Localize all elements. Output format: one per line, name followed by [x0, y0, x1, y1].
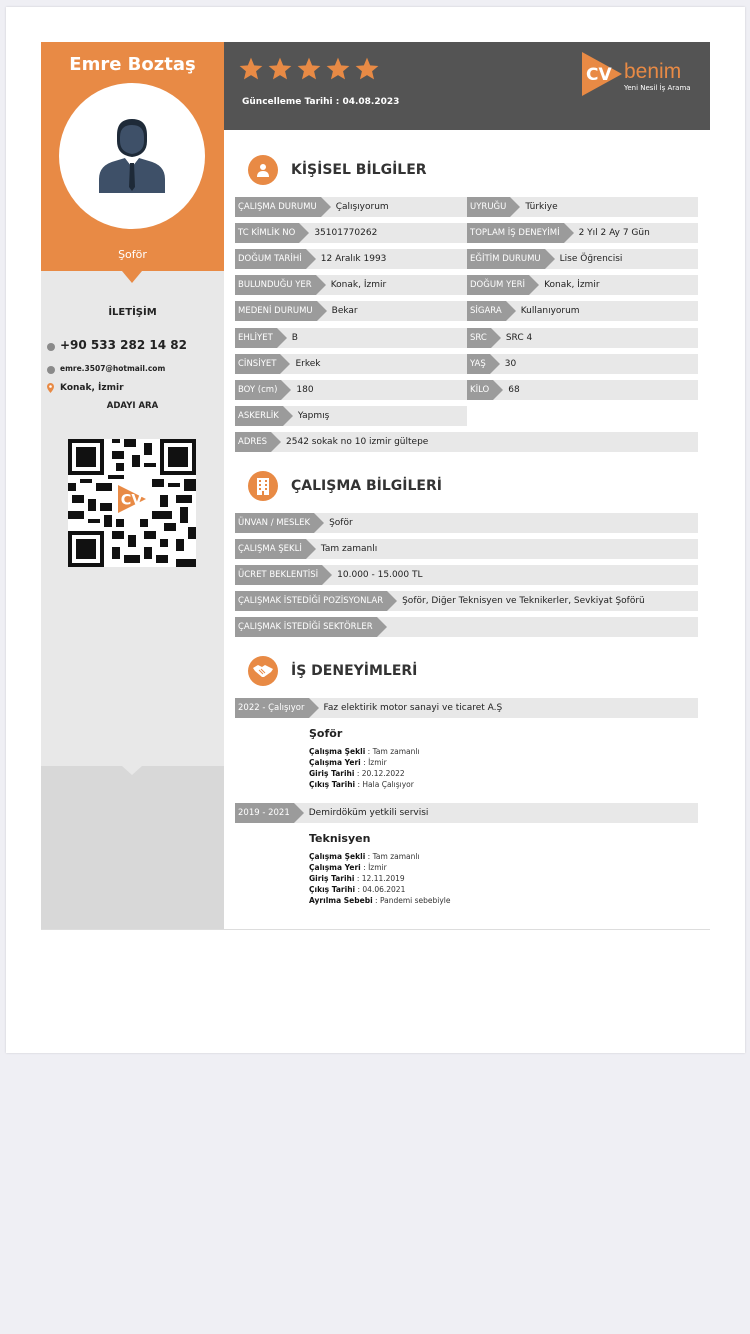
field-value: 68: [508, 384, 520, 395]
location: [47, 383, 124, 393]
email-address: emre.3507@hotmail.com: [60, 363, 166, 373]
job-detail-value: Hala Çalışıyor: [362, 780, 414, 789]
personal-field: [235, 275, 467, 295]
field-label: CİNSİYET: [235, 354, 280, 374]
field-label: ÜNVAN / MESLEK: [235, 513, 314, 533]
avatar: [59, 83, 205, 229]
job-detail: Ayrılma Sebebi : Pandemi sebebiyle: [309, 896, 451, 905]
job-detail-key: Çalışma Yeri: [309, 758, 361, 767]
personal-field: [235, 354, 467, 374]
field-value: Faz elektirik motor sanayi ve ticaret A.Ş: [323, 703, 503, 713]
field-label: KİLO: [467, 380, 493, 400]
rating-stars: [238, 56, 383, 82]
field-label: ÜCRET BEKLENTİSİ: [235, 565, 322, 585]
field-label: SİGARA: [467, 301, 506, 321]
personal-field: [235, 301, 467, 321]
field-value: B: [291, 332, 298, 343]
call-candidate-button[interactable]: ADAYI ARA: [106, 401, 159, 411]
job-detail: Çıkış Tarihi : Hala Çalışıyor: [309, 780, 414, 789]
field-value: 12 Aralık 1993: [320, 254, 387, 265]
work-field: [235, 565, 698, 585]
experience-title: İŞ DENEYİMLERİ: [291, 663, 418, 679]
field-value: Bekar: [331, 306, 358, 317]
field-value: Lise Öğrencisi: [559, 254, 623, 265]
field-value: Çalışıyorum: [335, 202, 389, 212]
personal-field: [235, 406, 467, 426]
field-label: 2019 - 2021: [235, 803, 294, 823]
contact-heading: İLETİŞİM: [108, 307, 157, 318]
work-info-title: ÇALIŞMA BİLGİLERİ: [291, 478, 442, 494]
star-icon: [325, 56, 351, 82]
personal-field: [467, 328, 698, 348]
job-detail-key: Çalışma Şekli: [309, 852, 366, 861]
job-detail-value: Tam zamanlı: [372, 852, 420, 861]
field-value: Türkiye: [525, 202, 558, 212]
candidate-name: Emre Boztaş: [69, 54, 196, 75]
mail-icon: [47, 366, 55, 374]
job-detail-value: Pandemi sebebiyle: [379, 896, 451, 905]
job-detail-value: İzmir: [368, 863, 387, 872]
update-date: Güncelleme Tarihi : 04.08.2023: [242, 97, 400, 107]
job-row: [235, 698, 698, 718]
job-detail: Giriş Tarihi : 20.12.2022: [309, 769, 405, 778]
job-detail: Çalışma Yeri : İzmir: [309, 863, 387, 872]
field-label: DOĞUM TARİHİ: [235, 249, 306, 269]
email-link[interactable]: [47, 362, 165, 374]
job-detail-value: İzmir: [368, 758, 387, 767]
job-detail: Çalışma Şekli : Tam zamanlı: [309, 747, 420, 756]
logo-mark-icon: [580, 52, 624, 96]
field-label: EHLİYET: [235, 328, 277, 348]
work-field: [235, 591, 698, 611]
field-value: Şoför: [329, 518, 353, 528]
location-pin-icon: [47, 383, 54, 393]
field-label: ÇALIŞMAK İSTEDİĞİ POZİSYONLAR: [235, 591, 387, 611]
field-label: BOY (cm): [235, 380, 281, 400]
user-card-icon: [248, 155, 278, 185]
field-label: BULUNDUĞU YER: [235, 275, 316, 295]
experience-heading: [248, 656, 417, 686]
personal-field: [467, 380, 698, 400]
job-detail-value: 04.06.2021: [362, 885, 406, 894]
job-detail: Çalışma Yeri : İzmir: [309, 758, 387, 767]
field-value: 2 Yıl 2 Ay 7 Gün: [578, 228, 650, 239]
field-value: Yapmış: [297, 410, 330, 421]
job-detail-key: Çıkış Tarihi: [309, 780, 356, 789]
field-value: 35101770262: [314, 228, 378, 239]
personal-field: [467, 301, 698, 321]
star-icon: [238, 56, 264, 82]
cv-main: [224, 130, 710, 930]
field-label: MEDENİ DURUMU: [235, 301, 317, 321]
personal-field: [467, 275, 698, 295]
job-detail-key: Giriş Tarihi: [309, 769, 355, 778]
field-value: Kullanıyorum: [520, 306, 580, 317]
profile-sidebar: [41, 42, 224, 930]
personal-field: [235, 328, 467, 348]
field-label: YAŞ: [467, 354, 490, 374]
job-detail-key: Çalışma Şekli: [309, 747, 366, 756]
qr-code: [68, 439, 196, 567]
job-detail: Giriş Tarihi : 12.11.2019: [309, 874, 405, 883]
personal-field: [235, 223, 467, 243]
phone-icon: [47, 343, 55, 351]
field-label: ÇALIŞMA DURUMU: [235, 197, 321, 217]
job-detail-value: 20.12.2022: [361, 769, 405, 778]
field-label: UYRUĞU: [467, 197, 510, 217]
bottom-divider: [41, 929, 710, 930]
field-value: Erkek: [295, 358, 321, 369]
job-detail: Çıkış Tarihi : 04.06.2021: [309, 885, 406, 894]
personal-info-heading: [248, 155, 427, 185]
phone-number: +90 533 282 14 82: [60, 338, 187, 352]
personal-field: [235, 197, 467, 217]
job-position: Teknisyen: [309, 832, 371, 845]
field-label: ADRES: [235, 432, 271, 452]
field-value: Konak, İzmir: [330, 280, 387, 291]
logo-tagline: Yeni Nesil İş Arama: [624, 84, 691, 92]
work-field: [235, 539, 698, 559]
job-detail-key: Çıkış Tarihi: [309, 885, 356, 894]
field-value: Tam zamanlı: [320, 544, 378, 555]
star-icon: [354, 56, 380, 82]
address-field: [235, 432, 698, 452]
field-label: ÇALIŞMAK İSTEDİĞİ SEKTÖRLER: [235, 617, 377, 637]
sidebar-footer: [41, 766, 224, 930]
field-value: 30: [504, 358, 517, 369]
personal-field: [235, 380, 467, 400]
field-label: EĞİTİM DURUMU: [467, 249, 545, 269]
person-icon: [95, 117, 169, 193]
field-value: 10.000 - 15.000 TL: [337, 570, 423, 581]
field-label: TOPLAM İŞ DENEYİMİ: [467, 223, 564, 243]
job-detail-value: 12.11.2019: [361, 874, 405, 883]
candidate-role: Şoför: [118, 248, 147, 261]
job-detail-key: Giriş Tarihi: [309, 874, 355, 883]
logo-text: benim: [624, 60, 682, 83]
field-label: ÇALIŞMA ŞEKLİ: [235, 539, 306, 559]
profile-header: [41, 42, 224, 271]
job-detail: Çalışma Şekli : Tam zamanlı: [309, 852, 420, 861]
svg-text:CV: CV: [586, 65, 612, 85]
field-label: 2022 - Çalışıyor: [235, 698, 309, 718]
job-detail-key: Çalışma Yeri: [309, 863, 361, 872]
field-label: ASKERLİK: [235, 406, 283, 426]
personal-field: [235, 249, 467, 269]
field-value: Şoför, Diğer Teknisyen ve Teknikerler, Sevkiyat Şoförü: [402, 596, 645, 607]
field-label: SRC: [467, 328, 491, 348]
handshake-icon: [248, 656, 278, 686]
phone-link[interactable]: [47, 338, 187, 352]
job-detail-key: Ayrılma Sebebi: [309, 896, 373, 905]
star-icon: [267, 56, 293, 82]
star-icon: [296, 56, 322, 82]
cv-header: [224, 42, 710, 130]
job-position: Şoför: [309, 727, 343, 740]
field-label: TC KİMLİK NO: [235, 223, 299, 243]
work-field: [235, 617, 698, 637]
building-icon: [248, 471, 278, 501]
job-detail-value: Tam zamanlı: [372, 747, 420, 756]
cvbenim-logo: [580, 50, 700, 100]
field-value: 2542 sokak no 10 izmir gültepe: [286, 437, 429, 447]
personal-field: [467, 223, 698, 243]
field-value: 180: [296, 384, 314, 395]
field-label: DOĞUM YERİ: [467, 275, 529, 295]
field-value: Konak, İzmir: [544, 280, 600, 291]
field-value: Demirdöküm yetkili servisi: [308, 808, 429, 818]
job-row: [235, 803, 698, 823]
field-value: SRC 4: [505, 332, 533, 343]
personal-info-title: KİŞİSEL BİLGİLER: [291, 162, 427, 178]
personal-field: [467, 249, 698, 269]
personal-field: [467, 354, 698, 374]
svg-text:CV: CV: [120, 492, 143, 509]
work-field: [235, 513, 698, 533]
personal-field: [467, 197, 698, 217]
location-text: Konak, İzmir: [60, 383, 124, 393]
work-info-heading: [248, 471, 442, 501]
